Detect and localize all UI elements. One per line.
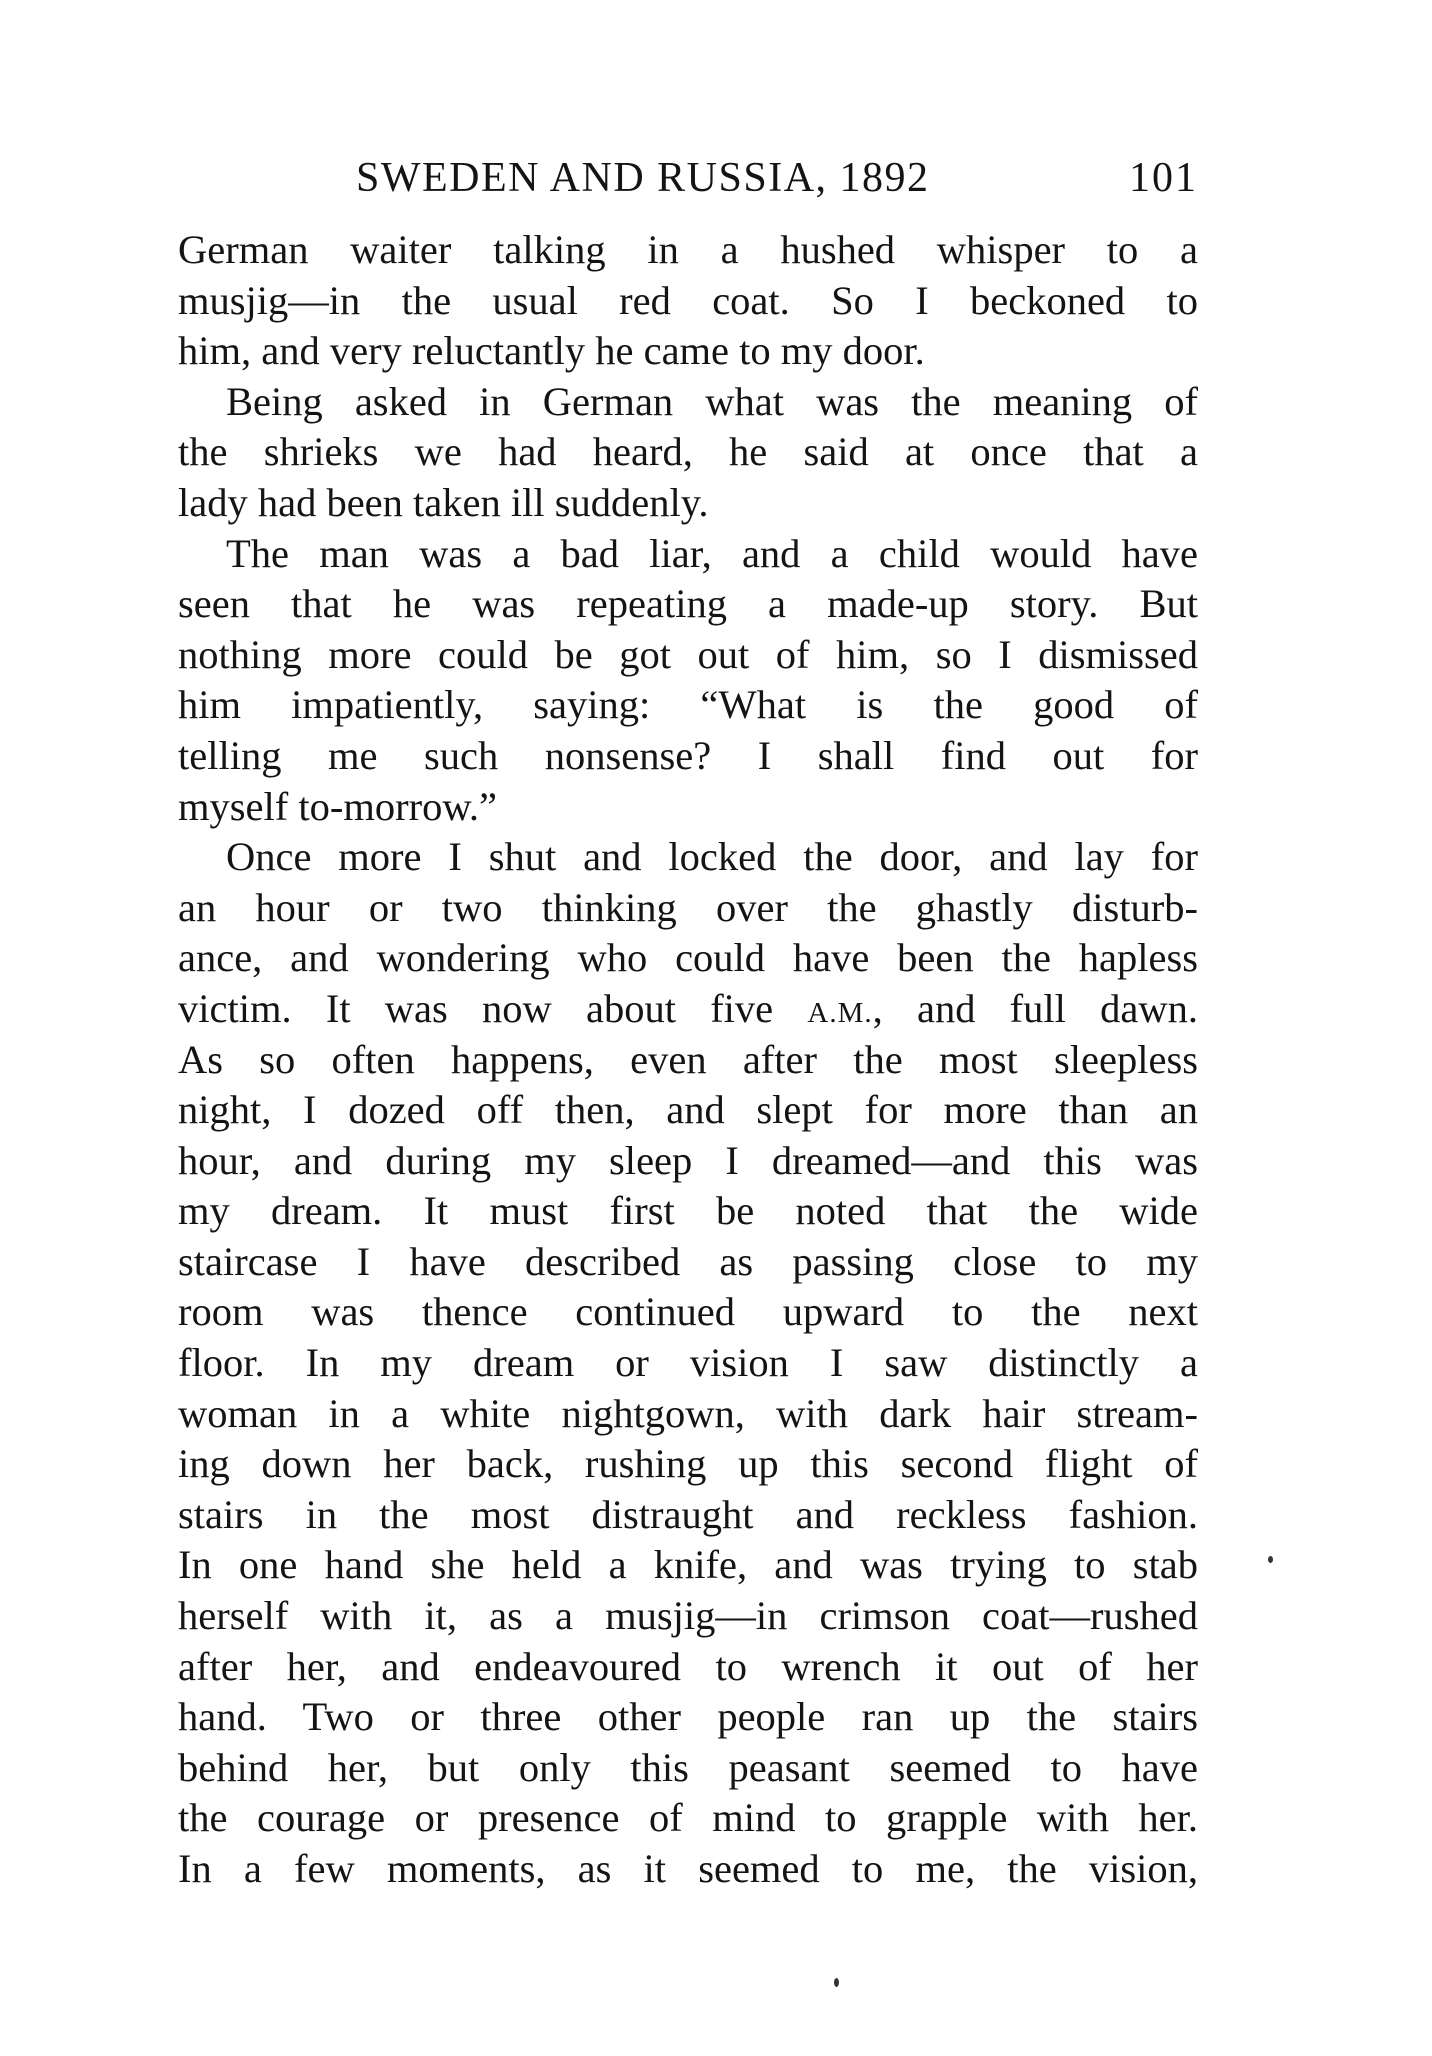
text-line: woman in a white nightgown, with dark hair stream- <box>178 1390 1198 1436</box>
text-line: ance, and wondering who could have been the hapless <box>178 935 1198 981</box>
paragraph-start-line: Once more I shut and locked the door, and lay for <box>226 834 1198 880</box>
text-line: the courage or presence of mind to grapple with her. <box>178 1795 1198 1841</box>
paragraph-start-line: The man was a bad liar, and a child would have <box>226 530 1198 576</box>
text-line: staircase I have described as passing close to my <box>178 1238 1198 1284</box>
text-line: herself with it, as a musjig—in crimson coat—rushed <box>178 1593 1198 1639</box>
ink-speck <box>834 1978 839 1987</box>
text-line: behind her, but only this peasant seemed to have <box>178 1744 1198 1790</box>
text-line: musjig—in the usual red coat. So I beckoned to <box>178 277 1198 323</box>
running-title: SWEDEN AND RUSSIA, 1892 <box>356 155 930 201</box>
text-line: German waiter talking in a hushed whisper to a <box>178 227 1198 272</box>
text-line: after her, and endeavoured to wrench it out of her <box>178 1643 1198 1689</box>
text-line: floor. In my dream or vision I saw distinctly a <box>178 1340 1198 1386</box>
text-segment: , and full dawn. <box>872 985 1198 1031</box>
text-line: hour, and during my sleep I dreamed—and this was <box>178 1137 1198 1183</box>
body-text <box>178 225 1198 1895</box>
text-line: lady had been taken ill suddenly. <box>178 479 709 525</box>
text-line: In a few moments, as it seemed to me, the vision, <box>178 1846 1198 1891</box>
text-line: seen that he was repeating a made-up story. But <box>178 581 1198 627</box>
ink-speck <box>1268 1556 1273 1563</box>
text-line: him, and very reluctantly he came to my door. <box>178 328 925 374</box>
text-line: my dream. It must first be noted that the wide <box>178 1188 1198 1234</box>
page-number: 101 <box>1129 155 1198 201</box>
text-line: myself to-morrow.” <box>178 783 498 829</box>
text-line: night, I dozed off then, and slept for more than an <box>178 1087 1198 1133</box>
text-line: stairs in the most distraught and reckless fashion. <box>178 1491 1198 1537</box>
text-segment: victim. It was now about five <box>178 985 808 1031</box>
text-line: room was thence continued upward to the next <box>178 1289 1198 1335</box>
text-line: As so often happens, even after the most sleepless <box>178 1036 1198 1082</box>
smallcaps-abbreviation: A.M. <box>807 996 873 1029</box>
text-line: him impatiently, saying: “What is the good of <box>178 682 1198 728</box>
paragraph-start-line: Being asked in German what was the meaning of <box>226 378 1198 424</box>
text-line: ing down her back, rushing up this second flight of <box>178 1441 1198 1487</box>
text-line-with-smallcaps <box>178 984 1198 1035</box>
text-line: hand. Two or three other people ran up the stairs <box>178 1694 1198 1740</box>
running-header <box>178 148 1198 208</box>
text-line: nothing more could be got out of him, so I dismissed <box>178 631 1198 677</box>
text-line: In one hand she held a knife, and was trying to stab <box>178 1542 1198 1588</box>
text-line: an hour or two thinking over the ghastly disturb- <box>178 884 1198 930</box>
text-line: the shrieks we had heard, he said at once that a <box>178 429 1198 475</box>
text-line: telling me such nonsense? I shall find out for <box>178 732 1198 778</box>
